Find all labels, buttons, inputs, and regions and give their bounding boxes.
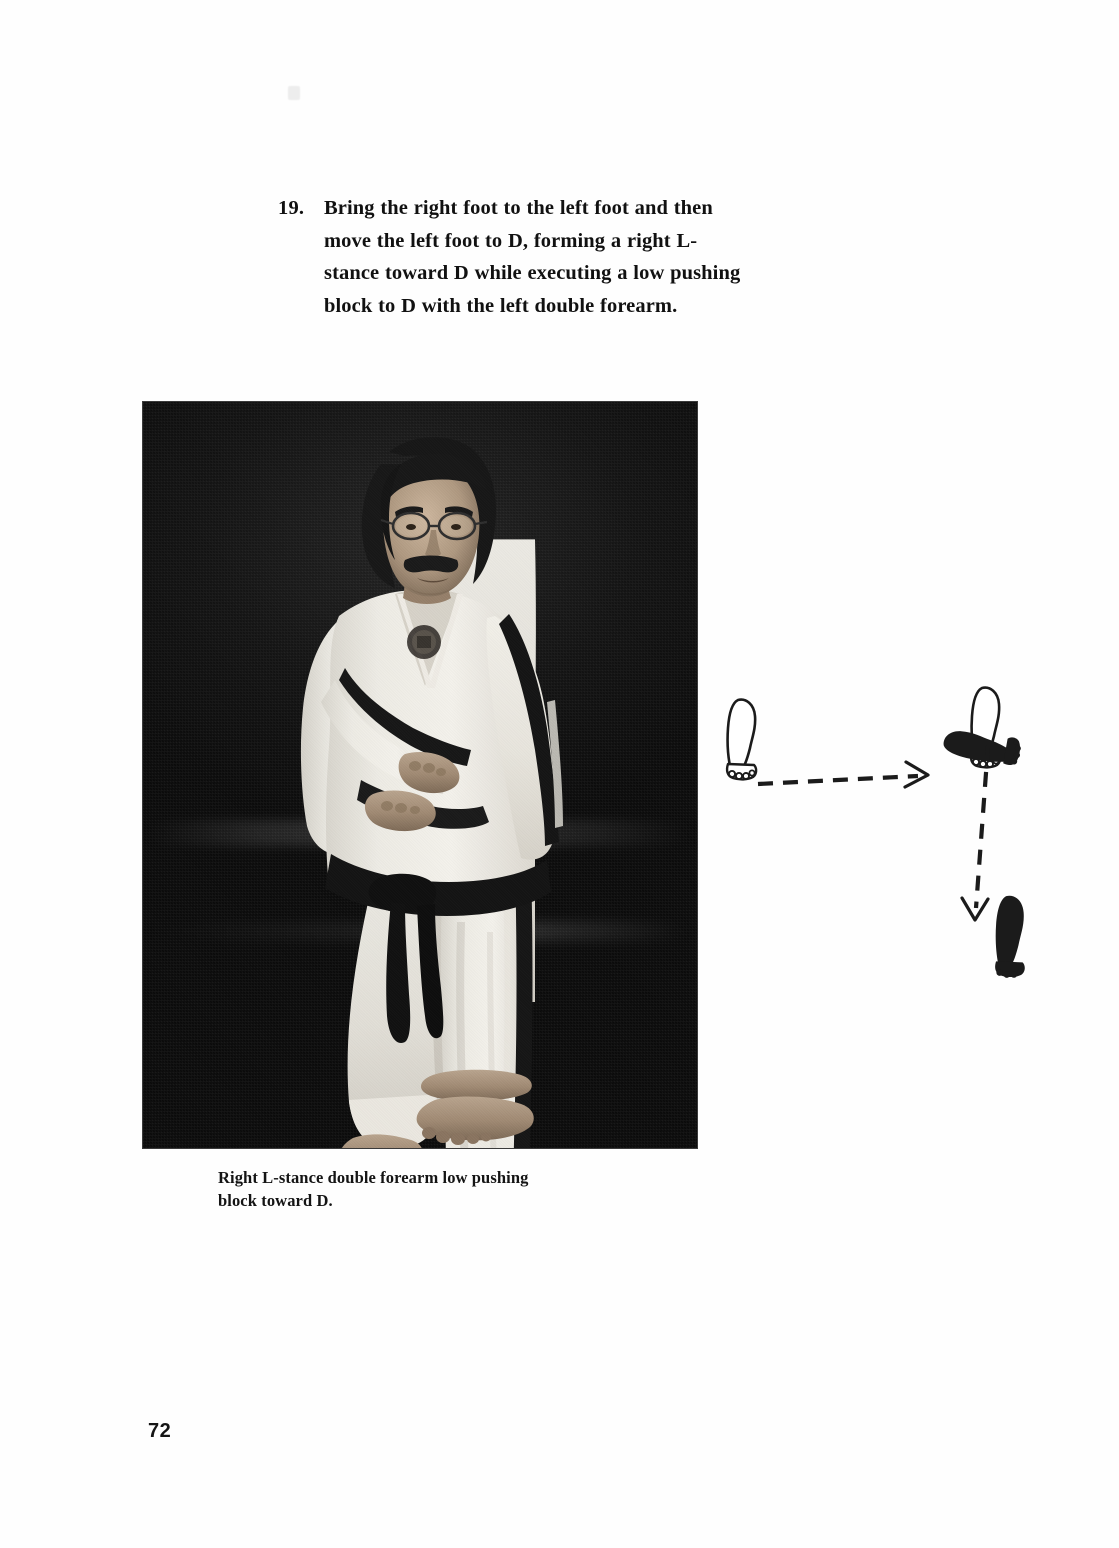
martial-artist-figure [143, 402, 697, 1148]
footwork-diagram [700, 660, 1070, 1000]
page-number: 72 [148, 1420, 172, 1442]
instruction-line-3: stance toward D while executing a low pushing [324, 262, 741, 284]
caption-line-2: block toward D. [218, 1191, 333, 1210]
instruction-line-4: block to D with the left double forearm. [324, 294, 678, 317]
instruction-photograph [143, 402, 697, 1148]
uniform-chest-emblem [407, 625, 441, 659]
arrow-horizontal-dashed [758, 762, 928, 787]
instruction-number: 19. [278, 197, 305, 219]
caption-line-1: Right L-stance double forearm low pushing [218, 1168, 529, 1187]
scan-artifact-speck [288, 86, 300, 100]
instruction-line-1: Bring the right foot to the left foot and then [324, 197, 713, 219]
photo-caption [218, 1166, 648, 1212]
footprint-final-filled [995, 896, 1025, 978]
instruction-text [324, 192, 844, 322]
arrow-vertical-dashed [962, 746, 988, 920]
footprint-start-outline [727, 700, 756, 780]
instruction-line-2: move the left foot to D, forming a right L- [324, 229, 698, 252]
instruction-block [278, 192, 844, 322]
